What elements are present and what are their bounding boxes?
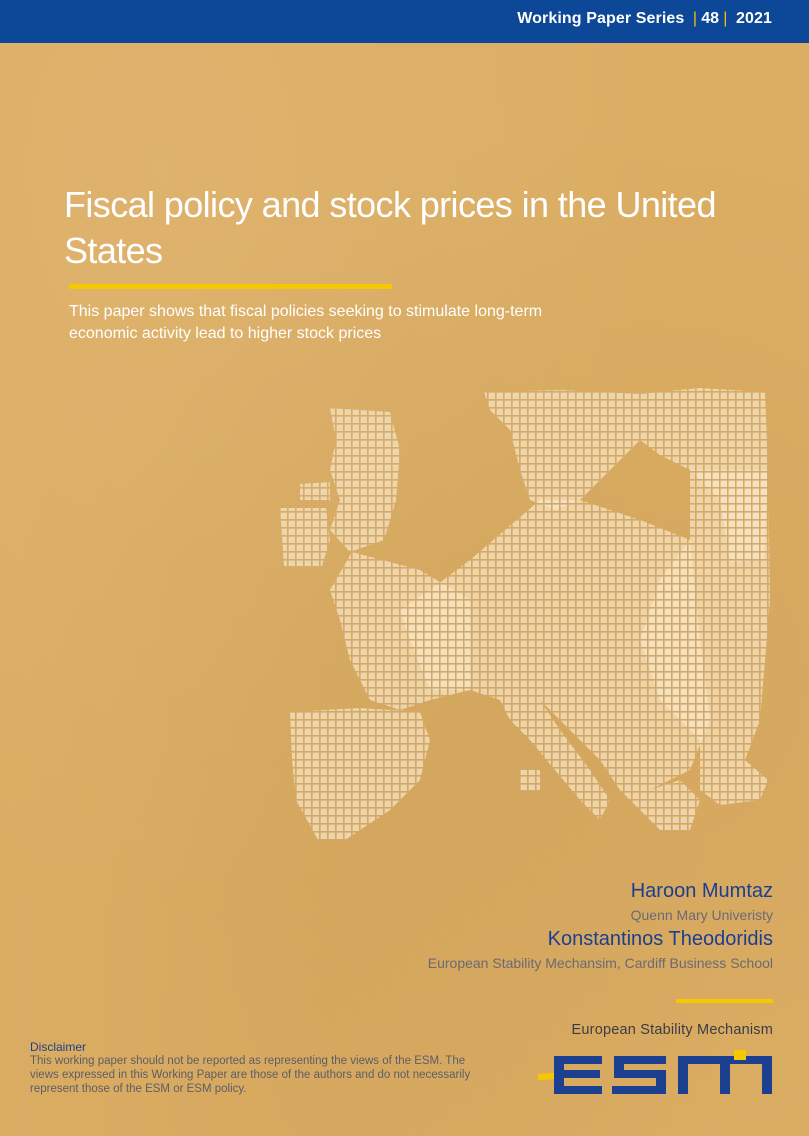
- author-name: Haroon Mumtaz: [630, 880, 773, 902]
- map-region-france: [330, 552, 470, 710]
- map-region-ireland: [280, 508, 330, 566]
- author-affiliation: Quenn Mary Univeristy: [630, 907, 773, 923]
- author-list: [173, 878, 773, 974]
- map-region-islands: [520, 770, 540, 790]
- map-region-uk: [330, 408, 400, 552]
- paper-year: 2021: [736, 10, 772, 27]
- separator: |: [723, 10, 728, 27]
- paper-title: Fiscal policy and stock prices in the United States: [64, 184, 716, 271]
- paper-subtitle: This paper shows that fiscal policies seeking to stimulate long-term economic activity lead to higher stock prices: [69, 303, 543, 342]
- author-name: Konstantinos Theodoridis: [547, 928, 773, 950]
- disclaimer-title: Disclaimer: [30, 1040, 87, 1054]
- map-region-iberia: [290, 708, 430, 840]
- brand-underline: [676, 999, 773, 1003]
- disclaimer: [30, 1040, 480, 1096]
- separator: |: [692, 10, 698, 27]
- disclaimer-text: This working paper should not be reported as representing the views of the ESM. The views expressed in this Working Paper are those of the authors and do not necessarily represent those of the ESM or ESM policy.: [30, 1055, 471, 1095]
- esm-logo: [536, 1050, 774, 1100]
- paper-number: 48: [701, 10, 720, 27]
- organization-name: European Stability Mechanism: [571, 1022, 773, 1038]
- map-region-northwest: [300, 482, 330, 500]
- title-underline: [69, 284, 392, 289]
- author-affiliation: European Stability Mechansim, Cardiff Business School: [427, 955, 773, 971]
- series-label: Working Paper Series: [517, 10, 685, 27]
